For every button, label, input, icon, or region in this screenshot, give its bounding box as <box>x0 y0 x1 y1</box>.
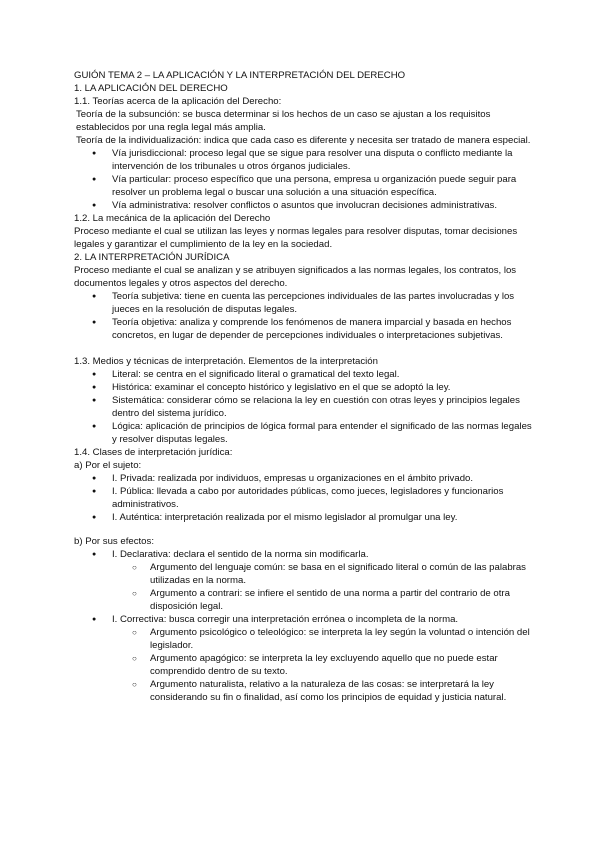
list-item <box>112 548 536 613</box>
declarativa-label: I. Declarativa: declara el sentido de la norma sin modificarla. <box>112 549 369 560</box>
list-item: ● Literal: se centra en el significado literal o gramatical del texto legal. <box>112 368 536 381</box>
section-1-3-heading: 1.3. Medios y técnicas de interpretación. Elementos de la interpretación <box>74 356 378 367</box>
list-item: ● I. Privada: realizada por individuos, empresas u organizaciones en el ámbito privado. <box>112 472 536 485</box>
list-item: ● I. Pública: llevada a cabo por autoridades públicas, como jueces, legisladores y funcionarios administrativos. <box>112 485 536 511</box>
individualizacion-paragraph: Teoría de la individualización: indica que cada caso es diferente y necesita ser tratado de manera especial. <box>76 135 531 146</box>
list-item <box>112 613 536 704</box>
efectos-list <box>74 548 536 704</box>
list-item: ● Histórica: examinar el concepto histórico y legislativo en el que se adoptó la ley. <box>112 381 536 394</box>
teorias-list <box>74 290 536 342</box>
list-item: ● Teoría objetiva: analiza y comprende los fenómenos de manera imparcial y basada en hechos concretos, en lugar de depender de percepciones individuales o interpretaciones subjetivas. <box>112 316 536 342</box>
efectos-heading: b) Por sus efectos: <box>74 536 154 547</box>
list-item: ● Vía particular: proceso específico que una persona, empresa u organización puede seguir para resolver un problema legal o buscar una solución a una situación específica. <box>112 173 536 199</box>
list-item: ○ Argumento del lenguaje común: se basa en el significado literal o común de las palabras utilizadas en la norma. <box>150 561 536 587</box>
list-item: ○ Argumento a contrari: se infiere el sentido de una norma a partir del contrario de otra disposición legal. <box>150 587 536 613</box>
section-1-2-paragraph: Proceso mediante el cual se utilizan las leyes y normas legales para resolver disputas, tomar decisiones legales y garantizar el cumplimiento de la ley en la sociedad. <box>74 226 518 250</box>
section-1-1-heading: 1.1. Teorías acerca de la aplicación del Derecho: <box>74 96 282 107</box>
list-item: ○ Argumento naturalista, relativo a la naturaleza de las cosas: se interpretará la ley considerando su fin o finalidad, así como los principios de equidad y justicia natural. <box>150 678 536 704</box>
section-2-intro: Proceso mediante el cual se analizan y se atribuyen significados a las normas legales, los contratos, los documentos legales y otros aspectos del derecho. <box>74 265 517 289</box>
sujeto-heading: a) Por el sujeto: <box>74 460 142 471</box>
list-item: ● Vía administrativa: resolver conflictos o asuntos que involucran decisiones administrativas. <box>112 199 536 212</box>
list-item: ● Vía jurisdiccional: proceso legal que se sigue para resolver una disputa o conflicto mediante la intervención de los tribunales u otros órganos judiciales. <box>112 147 536 173</box>
list-item: ● Lógica: aplicación de principios de lógica formal para entender el significado de las normas legales y resolver disputas legales. <box>112 420 536 446</box>
section-2-heading: 2. LA INTERPRETACIÓN JURÍDICA <box>74 252 230 263</box>
declarativa-args-list <box>112 561 536 613</box>
spacer <box>74 524 536 535</box>
list-item: ● Teoría subjetiva: tiene en cuenta las percepciones individuales de las partes involucradas y los jueces en la resolución de disputas legales. <box>112 290 536 316</box>
subsuncion-paragraph: Teoría de la subsunción: se busca determinar si los hechos de un caso se ajustan a los requisitos establecidos por una regla legal más amplia. <box>76 109 491 133</box>
section-1-4-heading: 1.4. Clases de interpretación jurídica: <box>74 447 233 458</box>
correctiva-args-list <box>112 626 536 704</box>
list-item: ○ Argumento apagógico: se interpreta la ley excluyendo aquello que no puede estar comprendido dentro de su texto. <box>150 652 536 678</box>
correctiva-label: I. Correctiva: busca corregir una interpretación errónea o incompleta de la norma. <box>112 614 459 625</box>
document-title: GUIÓN TEMA 2 – LA APLICACIÓN Y LA INTERPRETACIÓN DEL DERECHO <box>74 70 406 81</box>
document-body <box>74 69 536 704</box>
list-item: ○ Argumento psicológico o teleológico: se interpreta la ley según la voluntad o intención del legislador. <box>150 626 536 652</box>
section-1-2-heading: 1.2. La mecánica de la aplicación del Derecho <box>74 213 271 224</box>
list-item: ● I. Auténtica: interpretación realizada por el mismo legislador al promulgar una ley. <box>112 511 536 524</box>
list-item: ● Sistemática: considerar cómo se relaciona la ley en cuestión con otras leyes y principios legales dentro del sistema jurídico. <box>112 394 536 420</box>
medios-list <box>74 368 536 446</box>
sujeto-list <box>74 472 536 524</box>
section-1-heading: 1. LA APLICACIÓN DEL DERECHO <box>74 83 228 94</box>
spacer <box>74 342 536 355</box>
vias-list <box>74 147 536 212</box>
